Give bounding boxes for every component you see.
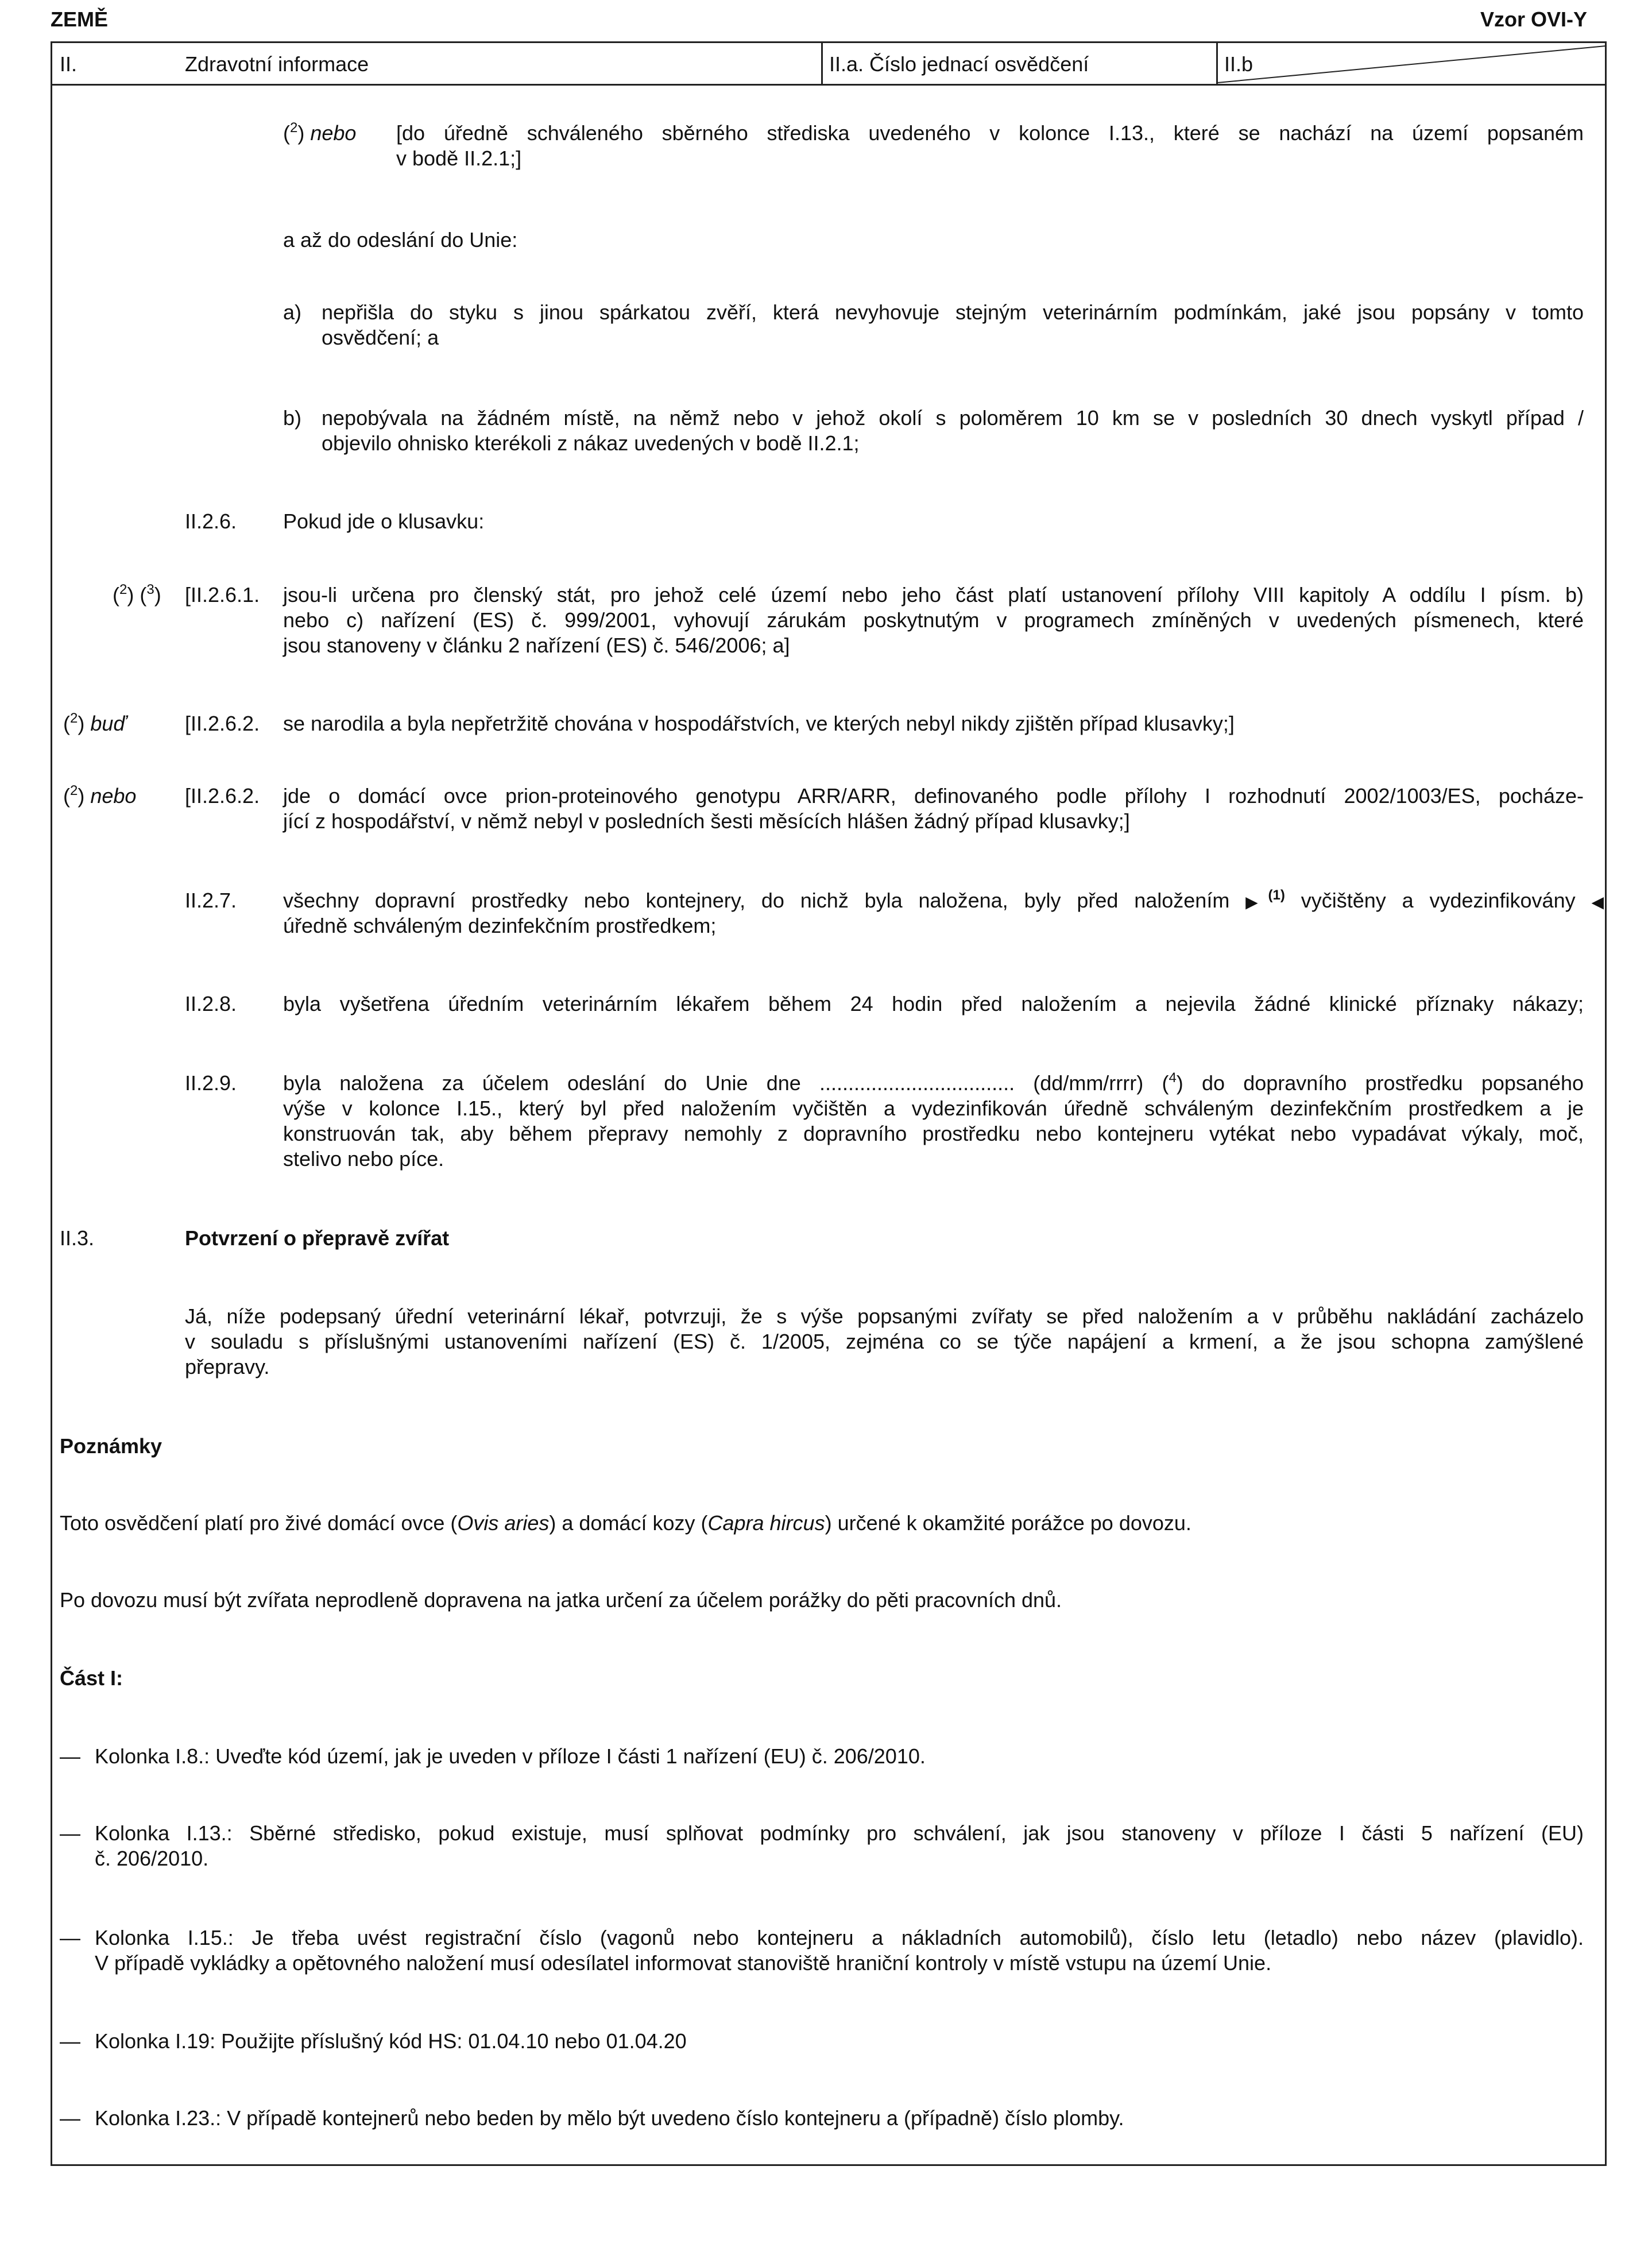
note-1: Toto osvědčení platí pro živé domácí ovce (Ovis aries) a domácí kozy (Capra hircus) určené k okamžité porážce po dovozu. — [60, 1511, 1191, 1535]
section-number: II. — [60, 52, 78, 76]
point-2-9-line-3: konstruován tak, aby během přepravy nemohly z dopravního prostředku nebo kontejneru vytékat nebo vypadávat výkaly, moč, — [283, 1122, 1584, 1145]
either-marker: ($^2$) buď — [63, 711, 126, 735]
note-box-8: Kolonka I.8.: Uveďte kód území, jak je uveden v příloze I části 1 nařízení (EU) č. 206/2010. — [95, 1744, 926, 1768]
list-dash: — — [60, 1744, 80, 1768]
part-1-heading: Část I: — [60, 1666, 123, 1690]
notes-title: Poznámky — [60, 1434, 163, 1458]
point-2-6-2b-line-2: jící z hospodářství, v němž nebyl v posledních šesti měsících hlášen žádný případ klusavky;] — [283, 809, 1130, 833]
date-blank: .................................. — [819, 1071, 1015, 1095]
point-2-6-1-number: [II.2.6.1. — [185, 583, 260, 607]
list-dash: — — [60, 2029, 80, 2053]
point-2-8-number: II.2.8. — [185, 992, 237, 1015]
note-box-15-line-1: Kolonka I.15.: Je třeba uvést registrační číslo (vagonů nebo kontejneru a nákladních automobilů), číslo letu (letadlo) nebo název (plavidlo). — [95, 1926, 1584, 1949]
transport-statement-line-1: Já, níže podepsaný úřední veterinární lékař, potvrzuji, že s výše popsanými zvířaty se před naložením a v průběhu nakládání zacházelo — [185, 1304, 1584, 1328]
point-2-6-2a-text: se narodila a byla nepřetržitě chována v hospodářstvích, ve kterých nebyl nikdy zjištěn případ klusavky;] — [283, 712, 1235, 735]
transport-statement-line-3: přepravy. — [185, 1355, 270, 1379]
note-box-13-line-2: č. 206/2010. — [95, 1847, 209, 1870]
transport-statement-line-2: v souladu s příslušnými ustanoveními nařízení (ES) č. 1/2005, zejména co se týče napájení a krmení, a že jsou schopna zamýšlené — [185, 1330, 1584, 1353]
point-2-6-2b-line-1: jde o domácí ovce prion-proteinového genotypu ARR/ARR, definovaného podle přílohy I rozhodnutí 2002/1003/ES, pocháze- — [283, 784, 1584, 808]
point-2-6-text: Pokud jde o klusavku: — [283, 509, 485, 533]
collection-centre-line-2: v bodě II.2.1;] — [396, 146, 522, 170]
collection-centre-line-1: [do úředně schváleného sběrného střediska uvedeného v kolonce I.13., které se nachází na území popsaném — [396, 121, 1584, 145]
ii-b-label: II.b — [1224, 52, 1253, 76]
list-dash: — — [60, 1926, 80, 1949]
list-dash: — — [60, 1821, 80, 1845]
item-b-label: b) — [283, 406, 302, 430]
note-box-13-line-1: Kolonka I.13.: Sběrné středisko, pokud existuje, musí splňovat podmínky pro schválení, jak jsou stanoveny v příloze I části 5 nařízení (EU) — [95, 1821, 1584, 1845]
point-2-6-2a-number: [II.2.6.2. — [185, 712, 260, 735]
section-title: Zdravotní informace — [185, 52, 369, 76]
certificate-reference-label: II.a. Číslo jednací osvědčení — [829, 52, 1089, 76]
note-box-23: Kolonka I.23.: V případě kontejnerů nebo beden by mělo být uvedeno číslo kontejneru a (případně) číslo plomby. — [95, 2106, 1124, 2130]
item-a-line-2: osvědčení; a — [322, 326, 439, 349]
point-2-8-text: byla vyšetřena úředním veterinárním lékařem během 24 hodin před naložením a nejevila žádné klinické příznaky nákazy; — [283, 992, 1584, 1015]
point-2-7-line-1: všechny dopravní prostředky nebo kontejnery, do nichž byla naložena, byly před naložením ▶$^{(1)}$ vyčištěny a vydezinfikovány ◀ — [283, 887, 1604, 912]
point-2-6-1-line-2: nebo c) nařízení (ES) č. 999/2001, vyhovují zárukám poskytnutým v programech zmíněných v uvedených písmenech, které — [283, 608, 1584, 632]
point-2-6-number: II.2.6. — [185, 509, 237, 533]
list-dash: — — [60, 2106, 80, 2130]
note-box-19: Kolonka I.19: Použijte příslušný kód HS: 01.04.10 nebo 01.04.20 — [95, 2029, 687, 2053]
point-2-6-2b-number: [II.2.6.2. — [185, 784, 260, 808]
footnote-marker: ($^2$) nebo — [283, 120, 357, 145]
or-marker: ($^2$) nebo — [63, 783, 137, 808]
note-box-15-line-2: V případě vykládky a opětovného naložení musí odesílatel informovat stanoviště hraniční kontroly v místě vstupu na území Unie. — [95, 1951, 1272, 1975]
item-b-line-2: objevilo ohnisko kterékoli z nákaz uvedených v bodě II.2.1; — [322, 431, 860, 455]
until-dispatch-text: a až do odeslání do Unie: — [283, 228, 518, 252]
ii-b-diagonal — [1217, 43, 1605, 84]
amendment-end-icon: ◀ — [1591, 893, 1604, 911]
model-label: Vzor OVI-Y — [1480, 7, 1588, 31]
item-b-line-1: nepobývala na žádném místě, na němž nebo v jehož okolí s poloměrem 10 km se v posledních 30 dnech vyskytl případ / — [322, 406, 1584, 430]
point-2-9-line-4: stelivo nebo píce. — [283, 1147, 444, 1171]
point-2-6-1-line-1: jsou-li určena pro členský stát, pro jehož celé území nebo jeho část platí ustanovení přílohy VIII kapitoly A oddílu I písm. b) — [283, 583, 1584, 607]
item-a-label: a) — [283, 300, 302, 324]
footnote-markers: ($^2$) ($^3$) — [113, 582, 161, 607]
point-3-title: Potvrzení o přepravě zvířat — [185, 1226, 450, 1250]
country-label: ZEMĚ — [51, 7, 109, 31]
point-2-6-1-line-3: jsou stanoveny v článku 2 nařízení (ES) č. 546/2006; a] — [283, 634, 790, 657]
point-2-9-line-2: výše v kolonce I.15., který byl před naložením vyčištěn a vydezinfikován úředně schváleným dezinfekčním prostředkem a je — [283, 1096, 1584, 1120]
point-2-9-number: II.2.9. — [185, 1071, 237, 1095]
amendment-start-icon: ▶ — [1245, 893, 1268, 911]
point-2-7-line-2: úředně schváleným dezinfekčním prostředkem; — [283, 914, 717, 937]
point-3-number: II.3. — [60, 1226, 95, 1250]
point-2-7-number: II.2.7. — [185, 889, 237, 912]
note-2: Po dovozu musí být zvířata neprodleně dopravena na jatka určení za účelem porážky do pěti pracovních dnů. — [60, 1588, 1062, 1612]
point-2-9-line-1: byla naložena za účelem odeslání do Unie dne .................................. (dd/mm/rrrr) ($^4$) do dopravního prostředku popsaného — [283, 1070, 1584, 1095]
item-a-line-1: nepřišla do styku s jinou spárkatou zvěří, která nevyhovuje stejným veterinárním podmínkám, jaké jsou popsány v tomto — [322, 300, 1584, 324]
